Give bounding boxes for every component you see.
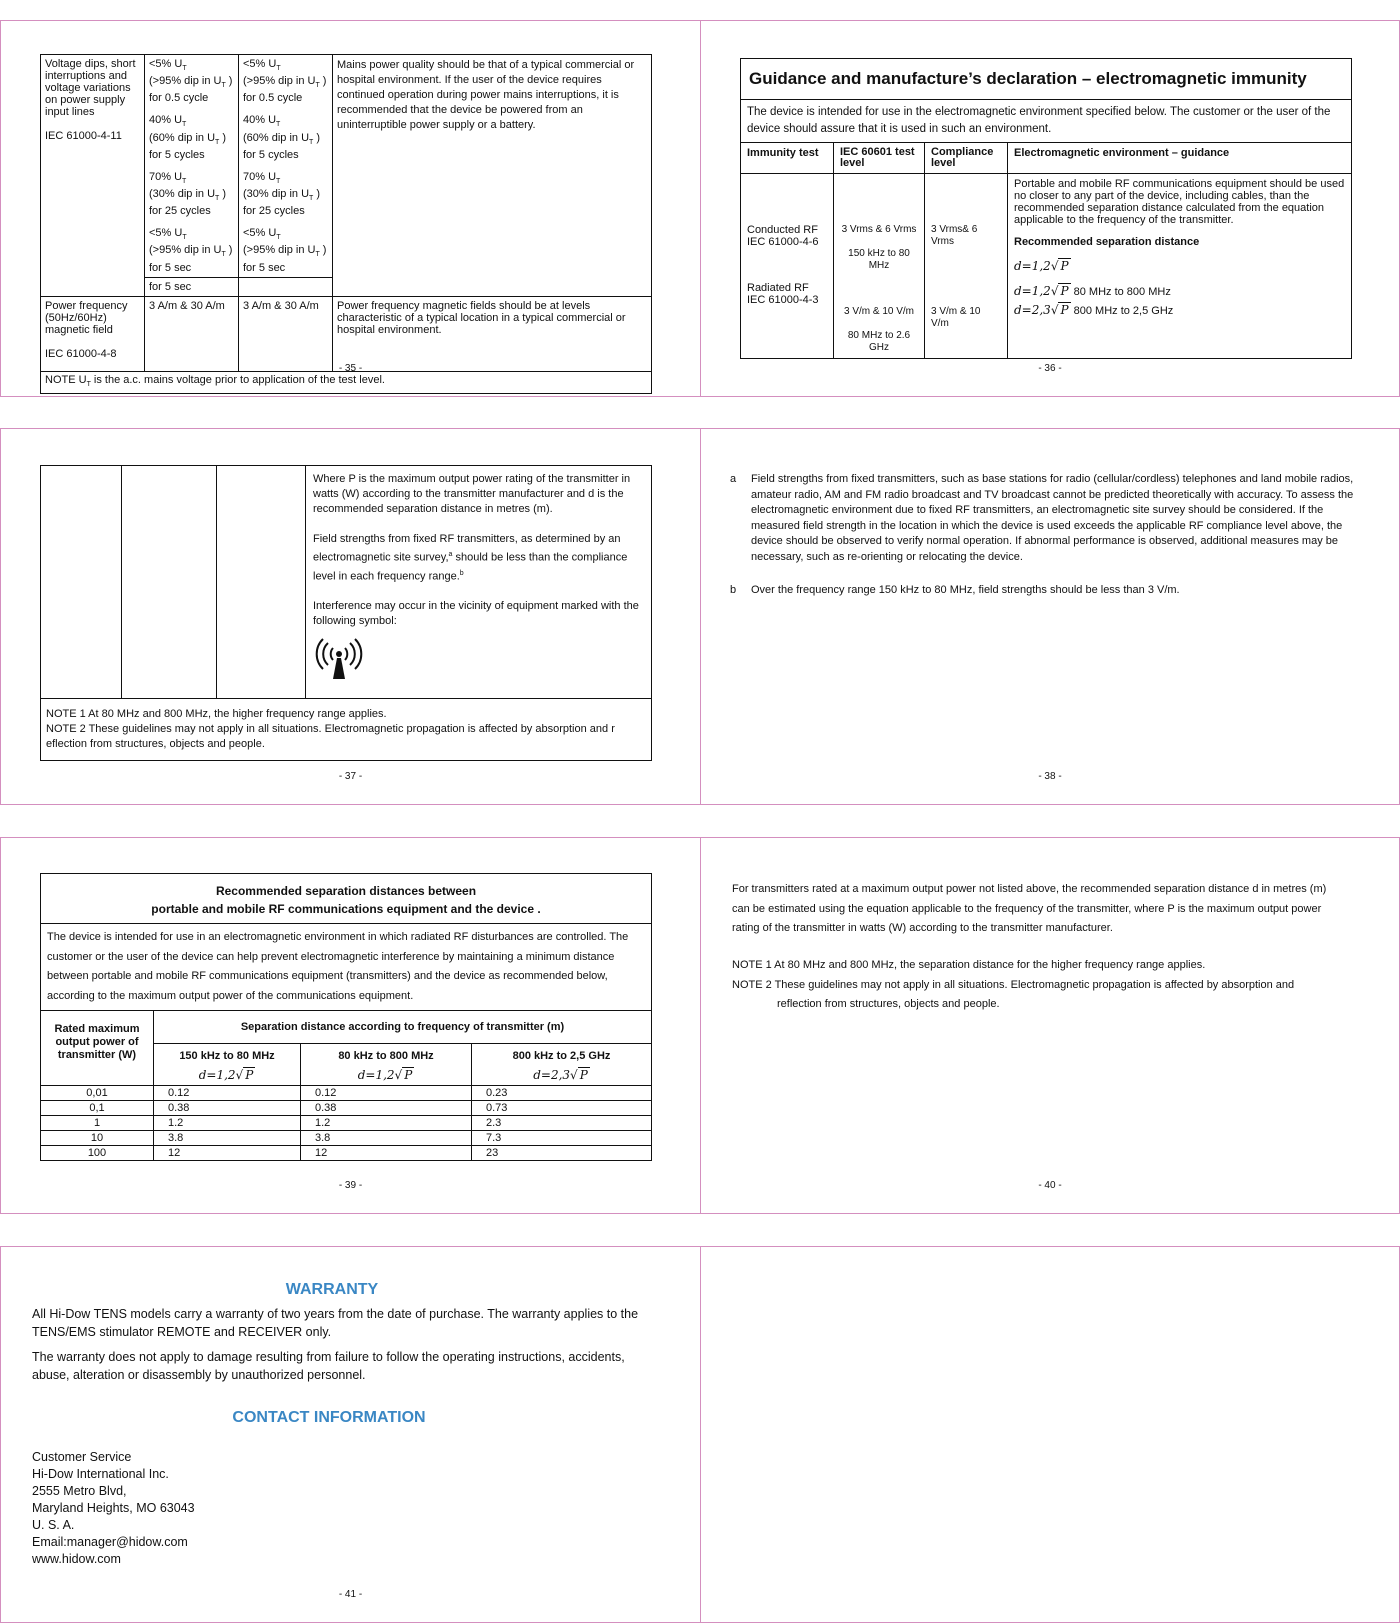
power-cell: 100 [41, 1146, 154, 1161]
text-line: (>95% dip in $U_T$ ) [243, 244, 327, 259]
sqrt-symbol: √ [1050, 303, 1059, 317]
table-intro: The device is intended for use in the electromagnetic environment specified below. The customer or the user of the device should assure that it is used in such an environment. [741, 100, 1352, 143]
footnote-a-ref: a [448, 551, 453, 558]
formula-var: P [404, 1068, 413, 1082]
tests-cell [741, 174, 834, 359]
col-compliance: Compliance level [925, 143, 1008, 174]
col-immunity-test: Immunity test [741, 143, 834, 174]
distance-cell: 1.2 [154, 1116, 301, 1131]
guidance-para-1: Where P is the maximum output power rating of the transmitter in watts (W) according to the transmitter manufacturer and d is the recommended separation distance in metres (m). [313, 473, 631, 515]
table-row [41, 1116, 652, 1131]
col-test-level: IEC 60601 test level [834, 143, 925, 174]
text-line: (>95% dip in $U_T$ ) [149, 244, 233, 259]
formula-band-2 [301, 1065, 472, 1086]
p40-note-2-cont: reflection from structures, objects and people. [777, 998, 1000, 1010]
text-line: for 5 cycles [243, 148, 299, 161]
empty-cell [122, 466, 217, 699]
text-line: for 0.5 cycle [149, 92, 209, 105]
distance-cell: 0.12 [301, 1086, 472, 1101]
text-line: (60% dip in $U_T$ ) [149, 131, 227, 146]
text-line: voltage variations [45, 82, 131, 94]
formula-3 [1014, 304, 1345, 317]
compliance-levels [243, 58, 328, 274]
email-text: Email:manager@hidow.com [32, 1535, 188, 1549]
test-radiated: Radiated RF [747, 282, 809, 294]
em-immunity-table-continued [40, 465, 652, 761]
formula-coef: d=2,3 [533, 1068, 571, 1082]
note-1: NOTE 1 At 80 MHz and 800 MHz, the higher frequency range applies. [46, 708, 387, 720]
non-ionizing-radiation-icon [313, 637, 644, 688]
test-conducted-std: IEC 61000-4-6 [747, 236, 819, 248]
col-band-3: 800 kHz to 2,5 GHz [472, 1044, 652, 1066]
sqrt-symbol: √ [235, 1068, 244, 1082]
para-text: Field strengths from fixed RF transmitters, as determined by an electromagnetic site survey, [313, 533, 621, 564]
distance-cell: 12 [154, 1146, 301, 1161]
distance-cell: 23 [472, 1146, 652, 1161]
table-notes [41, 699, 652, 761]
text-line: for 5 sec [149, 261, 192, 274]
page-number: - 35 - [338, 363, 363, 374]
text-line: <5% $U_T$ [243, 58, 281, 73]
table-title [41, 874, 652, 924]
contact-address [32, 1449, 195, 1568]
para-text: should be less than the compliance level in each frequency range. [313, 551, 628, 583]
power-cell: 1 [41, 1116, 154, 1131]
footnote-label: a [730, 473, 737, 485]
formula-var: P [245, 1068, 254, 1082]
col-band-1: 150 kHz to 80 MHz [154, 1044, 301, 1066]
immunity-table-continued [40, 54, 652, 394]
note-2: NOTE 2 These guidelines may not apply in all situations. Electromagnetic propagation is affected by absorption and r [46, 723, 615, 735]
formula-coef: d=2,3 [1014, 303, 1051, 317]
formula-coef: d=1,2 [1014, 259, 1051, 273]
text-line [45, 118, 140, 130]
page-number: - 36 - [1038, 363, 1062, 374]
footnote-label: b [730, 584, 737, 596]
distance-rows [41, 1086, 652, 1161]
formula-band-1 [154, 1065, 301, 1086]
sqrt-symbol: √ [1050, 284, 1059, 298]
pf-guidance: Power frequency magnetic fields should be at levels characteristic of a typical location in a typical commercial or hospital environment. [333, 296, 652, 371]
table-title: Guidance and manufacture’s declaration – electromagnetic immunity [741, 59, 1352, 100]
distance-cell: 0.12 [154, 1086, 301, 1101]
text-line: <5% $U_T$ [149, 227, 187, 242]
p40-note-1: NOTE 1 At 80 MHz and 800 MHz, the separation distance for the higher frequency range applies. [732, 959, 1206, 971]
col-guidance: Electromagnetic environment – guidance [1008, 143, 1352, 174]
pf-test-name [45, 300, 140, 360]
formula-range: 80 MHz to 800 MHz [1073, 286, 1171, 298]
distance-cell: 2.3 [472, 1116, 652, 1131]
guidance-text: Mains power quality should be that of a typical commercial or hospital environment. If the user of the device requires continued operation during power mains interruptions, it is recommended that the device be powered from an uninterruptible power supply or a battery. [337, 59, 635, 131]
table-row [41, 1131, 652, 1146]
text-line: for 25 cycles [149, 205, 211, 218]
level-group [149, 171, 234, 217]
level-group [243, 114, 328, 160]
formula-coef: d=1,2 [1014, 284, 1051, 298]
compliance-cell [239, 55, 333, 278]
address-line: 2555 Metro Blvd, [32, 1484, 127, 1498]
footnote-b-ref: b [459, 569, 464, 577]
distance-cell: 0.38 [301, 1101, 472, 1116]
text-line: for 5 cycles [149, 148, 205, 161]
text-line: on power supply [45, 94, 126, 106]
compliance-cell [925, 174, 1008, 359]
empty-cell [41, 466, 122, 699]
text-line: 70% $U_T$ [149, 170, 187, 185]
level-cell [145, 55, 239, 278]
power-cell: 10 [41, 1131, 154, 1146]
text-line: interruptions and [45, 70, 127, 82]
text-line: for 0.5 cycle [243, 92, 303, 105]
pf-level: 3 A/m & 30 A/m [145, 296, 239, 371]
formula-var: P [1060, 259, 1069, 273]
footnote-text: Field strengths from fixed transmitters, such as base stations for radio (cellular/cordless) telephones and land mobile radios, amateur radio, AM and FM radio broadcast and TV broadcast cannot be predicted theoretically with accuracy. To assess the electromagnetic environment due to fixed RF transmitters, an electromagnetic site survey should be considered. If the measured field strength in the location in which the device is used exceeds the applicable RF compliance level above, the device should be observed to verify normal operation. If abnormal performance is observed, additional measures may be necessary, such as re-orienting or relocating the device. [751, 473, 1354, 563]
p40-note-2: NOTE 2 These guidelines may not apply in all situations. Electromagnetic propagation is affected by absorption and [732, 979, 1295, 991]
warranty-heading: WARRANTY [285, 1281, 379, 1298]
formula-1 [1014, 260, 1345, 273]
page-number: - 39 - [338, 1180, 363, 1191]
separation-distance-table [40, 873, 652, 1161]
address-line: U. S. A. [32, 1518, 75, 1532]
text-line: input lines [45, 106, 95, 118]
test-levels [149, 58, 234, 274]
test-radiated-std: IEC 61000-4-3 [747, 294, 819, 306]
pf-compliance: 3 A/m & 30 A/m [239, 296, 333, 371]
footnote-b [730, 583, 1360, 599]
website-text: www.hidow.com [32, 1552, 121, 1566]
text-line: for 5 sec [243, 261, 286, 274]
footnote-a [730, 472, 1360, 565]
distance-cell: 3.8 [154, 1131, 301, 1146]
distance-cell: 0.23 [472, 1086, 652, 1101]
guidance-cell [1008, 174, 1352, 359]
text-line: Power frequency [45, 299, 128, 312]
text-line: <5% $U_T$ [149, 58, 187, 73]
title-line-1: Recommended separation distances between [215, 884, 477, 898]
formula-coef: d=1,2 [198, 1068, 236, 1082]
text-line: (>95% dip in $U_T$ ) [149, 75, 233, 90]
rec-distance-heading: Recommended separation distance [1014, 236, 1200, 248]
compliance-radiated: 3 V/m & 10 V/m [931, 306, 981, 329]
text-line: 40% $U_T$ [149, 114, 187, 129]
page-number: - 38 - [1038, 771, 1062, 782]
distance-cell: 1.2 [301, 1116, 472, 1131]
levels-cell [834, 174, 925, 359]
distance-cell: 0.73 [472, 1101, 652, 1116]
formula-var: P [1060, 303, 1069, 317]
formula-var: P [1060, 284, 1069, 298]
text-line: <5% $U_T$ [243, 227, 281, 242]
distance-cell: 0.38 [154, 1101, 301, 1116]
text-line [45, 336, 140, 348]
col-band-2: 80 kHz to 800 MHz [301, 1044, 472, 1066]
empty-cell [239, 277, 333, 296]
level-conducted-range: 150 kHz to 80 MHz [848, 248, 910, 271]
formula-band-3 [472, 1065, 652, 1086]
text-line: for 25 cycles [243, 205, 305, 218]
table-row [41, 1101, 652, 1116]
level-group [149, 227, 234, 273]
level-conducted: 3 Vrms & 6 Vrms [841, 224, 917, 235]
level-radiated-range: 80 MHz to 2.6 GHz [847, 330, 911, 353]
pf-test-cell [41, 296, 145, 371]
separation-header: Separation distance according to frequency of transmitter (m) [154, 1011, 652, 1044]
text-line: (30% dip in $U_T$ ) [243, 187, 321, 203]
distance-cell: 7.3 [472, 1131, 652, 1146]
compliance-conducted: 3 Vrms& 6 Vrms [931, 224, 978, 247]
distance-cell: 3.8 [301, 1131, 472, 1146]
power-cell: 0,1 [41, 1101, 154, 1116]
warranty-para-1: All Hi-Dow TENS models carry a warranty of two years from the date of purchase. The warranty applies to the TENS/EMS stimulator REMOTE and RECEIVER only. [32, 1307, 639, 1339]
guidance-para-3: Interference may occur in the vicinity of equipment marked with the following symbol: [313, 600, 639, 628]
contact-heading: CONTACT INFORMATION [232, 1409, 426, 1426]
text-line: 70% $U_T$ [243, 170, 281, 185]
page-42-blank [700, 1246, 1400, 1623]
distance-cell: 12 [301, 1146, 472, 1161]
address-line: Maryland Heights, MO 63043 [32, 1501, 195, 1515]
page-number: - 40 - [1038, 1180, 1062, 1191]
text-line: (60% dip in $U_T$ ) [243, 131, 321, 146]
text-line: (>95% dip in $U_T$ ) [243, 75, 327, 90]
address-line: Hi-Dow International Inc. [32, 1467, 169, 1481]
text-line: (50Hz/60Hz) [45, 311, 107, 324]
table-intro: The device is intended for use in an electromagnetic environment in which radiated RF disturbances are controlled. The customer or the user of the device can help prevent electromagnetic interference by maintaining a minimum distance between portable and mobile RF communications equipment (transmitters) and the device as recommended below, according to the maximum output power of the communications equipment. [41, 924, 652, 1011]
empty-cell [217, 466, 306, 699]
footnote-text: Over the frequency range 150 kHz to 80 MHz, field strengths should be less than 3 V/m. [751, 584, 1180, 596]
guidance-text: Portable and mobile RF communications equipment should be used no closer to any part of the device, including cables, than the recommended separation distance calculated from the equation applicable to the frequency of the transmitter. [1014, 178, 1345, 226]
text-line: 40% $U_T$ [243, 114, 281, 129]
formula-var: P [579, 1068, 588, 1082]
text-line: IEC 61000-4-11 [45, 130, 122, 142]
level-group [243, 171, 328, 217]
table-row [41, 1086, 652, 1101]
guidance-para-2 [313, 532, 644, 584]
guidance-cell [306, 466, 652, 699]
power-cell: 0,01 [41, 1086, 154, 1101]
test-cell [41, 55, 145, 297]
for-5-sec-cell: for 5 sec [145, 277, 239, 296]
level-radiated: 3 V/m & 10 V/m [843, 306, 915, 317]
formula-coef: d=1,2 [357, 1068, 395, 1082]
note-text: NOTE $U_T$ is the a.c. mains voltage prior to application of the test level. [45, 373, 385, 388]
level-group [243, 58, 328, 104]
test-conducted: Conducted RF [747, 224, 818, 236]
text-line: IEC 61000-4-8 [45, 347, 117, 360]
table-row [41, 1146, 652, 1161]
level-group [149, 58, 234, 104]
formula-range: 800 MHz to 2,5 GHz [1073, 305, 1174, 317]
address-line: Customer Service [32, 1450, 132, 1464]
text-line: (30% dip in $U_T$ ) [149, 187, 227, 203]
sqrt-symbol: √ [570, 1068, 578, 1082]
note-2-cont: eflection from structures, objects and people. [46, 738, 265, 750]
rated-power-header: Rated maximum output power of transmitter (W) [41, 1011, 154, 1086]
formula-2 [1014, 285, 1345, 298]
level-group [243, 227, 328, 273]
title-line-2: portable and mobile RF communications equipment and the device . [151, 902, 541, 916]
page-number: - 37 - [338, 771, 363, 782]
level-group [149, 114, 234, 160]
sqrt-symbol: √ [1050, 259, 1059, 273]
text-line: magnetic field [45, 323, 113, 336]
warranty-para-2: The warranty does not apply to damage resulting from failure to follow the operating instructions, accidents, abuse, alteration or disassembly by unauthorized personnel. [32, 1350, 625, 1382]
text-line: Voltage dips, short [45, 58, 136, 70]
guidance-cell [333, 55, 652, 297]
table-note [41, 371, 652, 393]
page-number: - 41 - [338, 1589, 363, 1600]
sqrt-symbol: √ [394, 1068, 403, 1082]
em-immunity-table [740, 58, 1352, 359]
test-name [45, 58, 140, 142]
estimation-paragraph: For transmitters rated at a maximum output power not listed above, the recommended separation distance d in metres (m) can be estimated using the equation applicable to the frequency of the transmitter, where P is the maximum output power rating of the transmitter in watts (W) according to the transmitter manufacturer. [732, 883, 1327, 934]
